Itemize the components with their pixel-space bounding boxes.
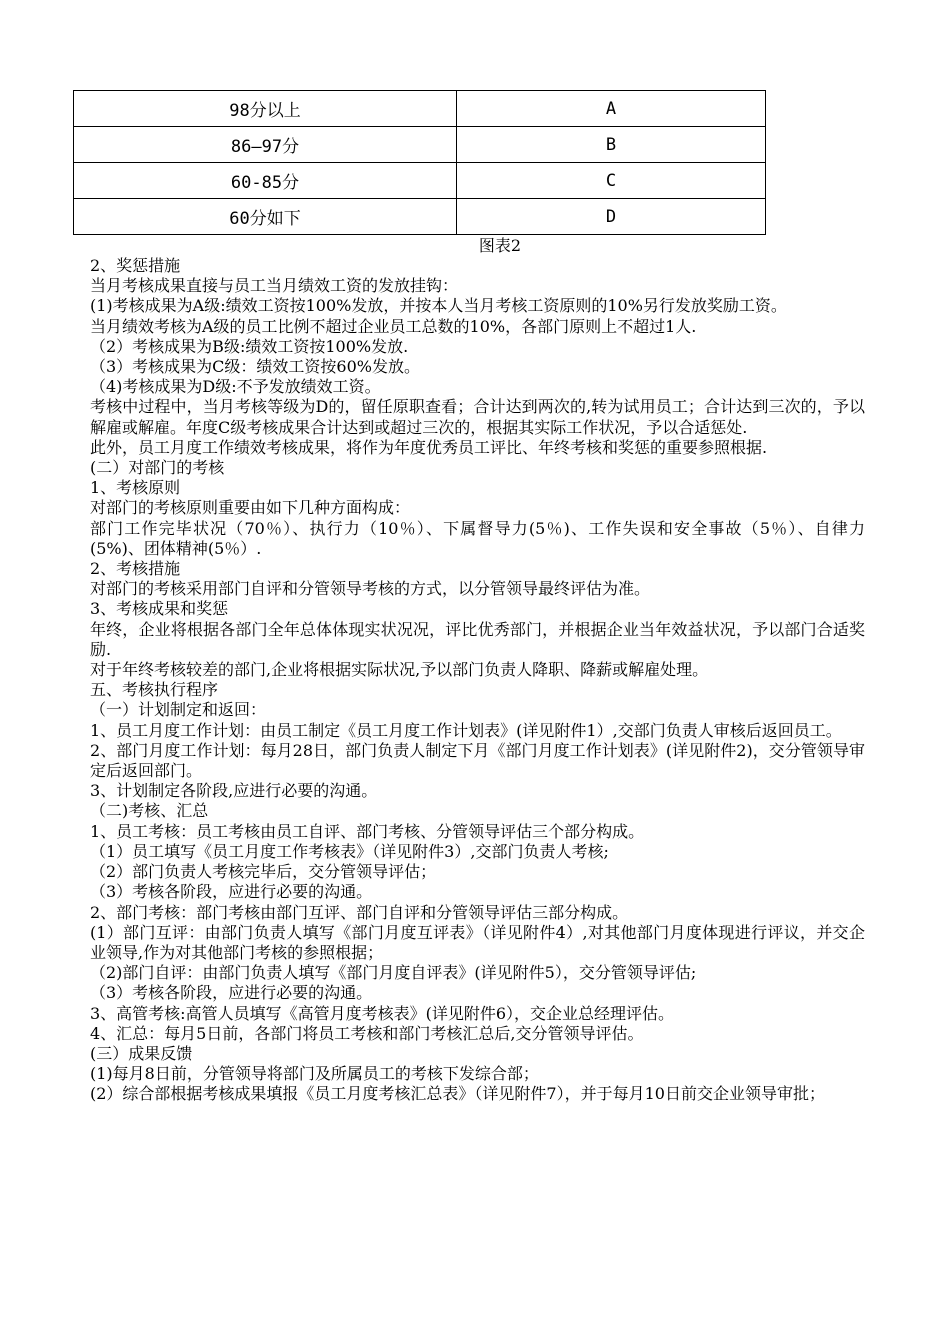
- paragraph: 1、考核原则: [90, 478, 181, 498]
- paragraph: 2、部门考核：部门考核由部门互评、部门自评和分管领导评估三部分构成。: [90, 902, 629, 922]
- paragraph: （3）考核各阶段，应进行必要的沟通。: [90, 882, 373, 902]
- paragraph: 对部门的考核采用部门自评和分管领导考核的方式，以分管领导最终评估为准。: [90, 579, 651, 599]
- score-range-cell: 86—97分: [74, 127, 457, 163]
- paragraph: 五、考核执行程序: [90, 680, 219, 700]
- score-range-cell: 60-85分: [74, 163, 457, 199]
- grade-cell: C: [457, 163, 766, 199]
- paragraph: 对于年终考核较差的部门,企业将根据实际状况,予以部门负责人降职、降薪或解雇处理。: [90, 660, 709, 680]
- paragraph: 2、部门月度工作计划：每月28日，部门负责人制定下月《部门月度工作计划表》(详见附件2)，交分管领导审定后返回部门。: [90, 740, 865, 781]
- table-row: [74, 127, 766, 163]
- paragraph: 年终，企业将根据各部门全年总体体现实状况况，评比优秀部门，并根据企业当年效益状况，予以部门合适奖励.: [90, 619, 865, 659]
- paragraph: 1、员工月度工作计划：由员工制定《员工月度工作计划表》(详见附件1）,交部门负责人审核后返回员工。: [90, 720, 842, 740]
- paragraph: 2、考核措施: [90, 559, 181, 579]
- paragraph: （2）部门负责人考核完毕后，交分管领导评估；: [90, 862, 437, 882]
- paragraph: (1)考核成果为A级:绩效工资按100%发放，并按本人当月考核工资原则的10%另行发放奖励工资。: [90, 296, 787, 316]
- paragraph: （1）员工填写《员工月度工作考核表》（详见附件3）,交部门负责人考核;: [90, 841, 609, 861]
- paragraph: 3、高管考核:高管人员填写《高管月度考核表》(详见附件6），交企业总经理评估。: [90, 1003, 674, 1023]
- paragraph: （2)部门自评：由部门负责人填写《部门月度自评表》(详见附件5），交分管领导评估;: [90, 963, 697, 983]
- grade-cell: B: [457, 127, 766, 163]
- paragraph: （一）计划制定和返回：: [90, 700, 267, 720]
- paragraph: (1)每月8日前，分管领导将部门及所属员工的考核下发综合部；: [90, 1064, 539, 1084]
- paragraph: （2）考核成果为B级:绩效工资按100%发放.: [90, 336, 409, 356]
- paragraph: (2）综合部根据考核成果填报《员工月度考核汇总表》（详见附件7），并于每月10日前交企业领导审批；: [90, 1084, 825, 1104]
- table-row: [74, 163, 766, 199]
- paragraph: 2、奖惩措施: [90, 256, 181, 275]
- paragraph: (1）部门互评：由部门负责人填写《部门月度互评表》（详见附件4）,对其他部门月度体现进行评议，并交企业领导,作为对其他部门考核的参照根据；: [90, 922, 865, 962]
- paragraph: 此外，员工月度工作绩效考核成果，将作为年度优秀员工评比、年终考核和奖惩的重要参照根据.: [90, 437, 768, 457]
- paragraph: (二）对部门的考核: [90, 458, 225, 478]
- paragraph: （3）考核各阶段，应进行必要的沟通。: [90, 983, 373, 1003]
- paragraph: 3、计划制定各阶段,应进行必要的沟通。: [90, 781, 378, 801]
- paragraph: 3、考核成果和奖惩: [90, 599, 229, 619]
- paragraph: （二)考核、汇总: [90, 801, 209, 821]
- score-range-cell: 60分如下: [74, 199, 457, 235]
- paragraph: 部门工作完毕状况（70％）、执行力（10％）、下属督导力(5％)、工作失误和安全事故（5％）、自律力(5%)、团体精神(5％）.: [90, 518, 865, 558]
- grade-table: [73, 90, 766, 235]
- table-row: [74, 199, 766, 235]
- paragraph: 考核中过程中，当月考核等级为D的，留任原职查看；合计达到两次的,转为试用员工；合计达到三次的，予以解雇或解雇。年度C级考核成果合计达到或超过三次的，根据其实际工作状况，予以合适惩处.: [90, 397, 865, 437]
- body-text: [90, 256, 865, 1105]
- paragraph: 1、员工考核：员工考核由员工自评、部门考核、分管领导评估三个部分构成。: [90, 821, 645, 841]
- paragraph: 4、汇总：每月5日前，各部门将员工考核和部门考核汇总后,交分管领导评估。: [90, 1023, 644, 1043]
- paragraph: 当月绩效考核为A级的员工比例不超过企业员工总数的10%，各部门原则上不超过1人.: [90, 316, 697, 336]
- paragraph: (三）成果反馈: [90, 1043, 193, 1063]
- grade-table-body: [74, 91, 766, 235]
- grade-cell: A: [457, 91, 766, 127]
- paragraph: （3）考核成果为C级：绩效工资按60%发放。: [90, 357, 420, 377]
- score-range-cell: 98分以上: [74, 91, 457, 127]
- grade-cell: D: [457, 199, 766, 235]
- table-row: [74, 91, 766, 127]
- paragraph: 对部门的考核原则重要由如下几种方面构成：: [90, 498, 411, 518]
- paragraph: 当月考核成果直接与员工当月绩效工资的发放挂钩：: [90, 276, 459, 296]
- paragraph: （4)考核成果为D级:不予发放绩效工资。: [90, 377, 381, 397]
- figure-caption: 图表2: [478, 236, 522, 255]
